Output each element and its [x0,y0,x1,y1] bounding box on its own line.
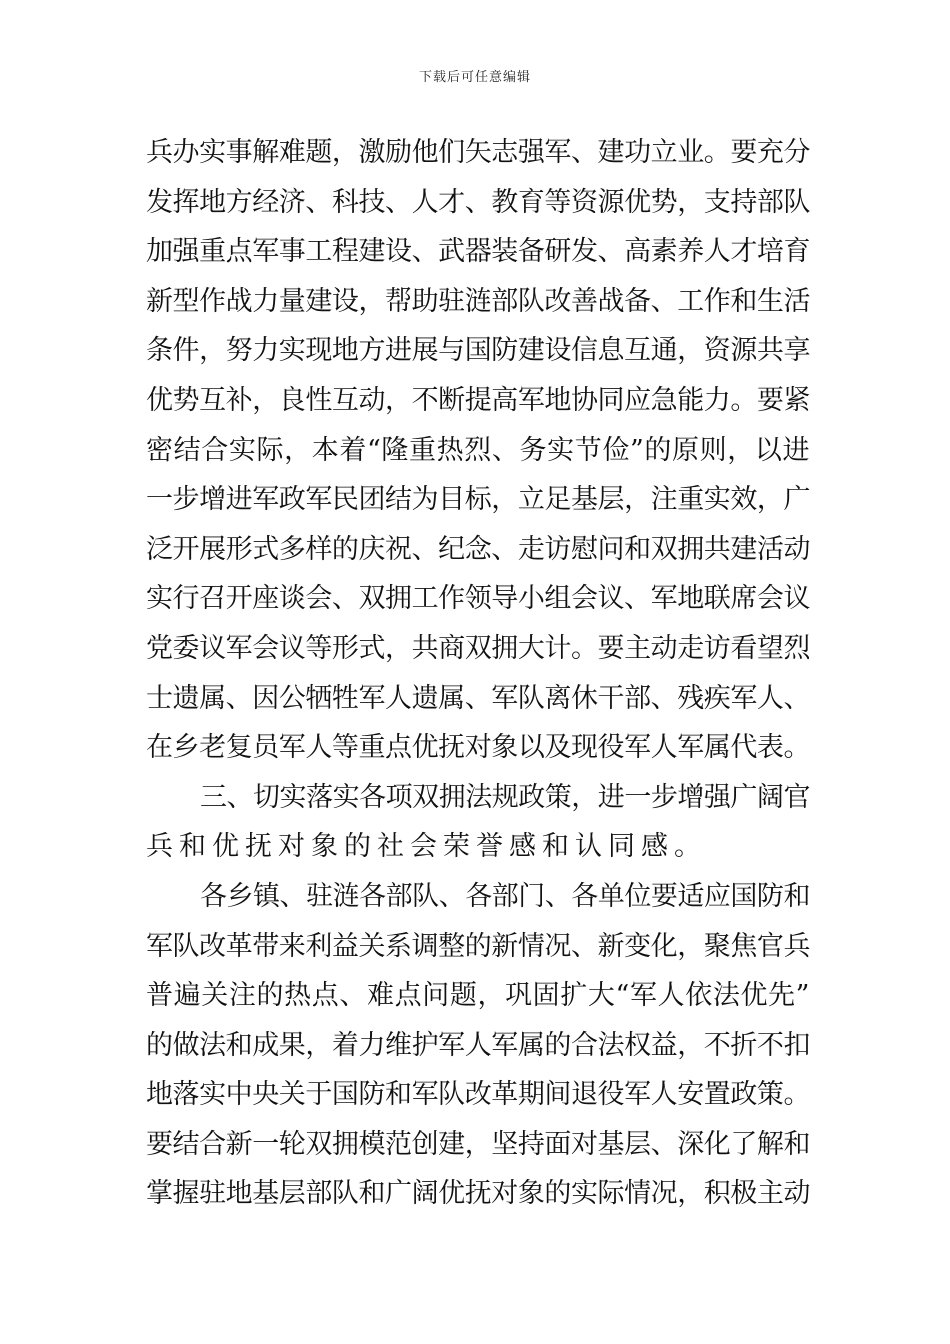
text-line: 各乡镇、驻涟各部队、各部门、各单位要适应国防和 [200,880,810,912]
text-line: 地落实中央关于国防和军队改革期间退役军人安置政策。 [146,1079,810,1111]
text-line: 一步增进军政军民团结为目标，立足基层，注重实效，广 [146,484,810,516]
text-line: 士遗属、因公牺牲军人遗属、军队离休干部、残疾军人、 [146,682,810,714]
text-line: 密结合实际，本着“隆重热烈、务实节俭”的原则，以进 [146,434,811,466]
text-line: 条件，努力实现地方进展与国防建设信息互通，资源共享 [146,335,810,367]
text-line: 优势互补，良性互动，不断提高军地协同应急能力。要紧 [146,384,810,416]
page-header: 下载后可任意编辑 [418,70,531,85]
text-line: 发挥地方经济、科技、人才、教育等资源优势，支持部队 [146,186,810,218]
text-line: 三、切实落实各项双拥法规政策，进一步增强广阔官 [200,781,810,813]
text-line: 的做法和成果，着力维护军人军属的合法权益，不折不扣 [146,1029,810,1061]
body-text [146,128,810,1219]
text-line: 党委议军会议等形式，共商双拥大计。要主动走访看望烈 [146,632,810,664]
text-line: 要结合新一轮双拥模范创建，坚持面对基层、深化了解和 [146,1128,810,1160]
text-line: 兵和优抚对象的社会荣誉感和认同感。 [146,831,707,863]
text-line: 掌握驻地基层部队和广阔优抚对象的实际情况，积极主动 [146,1178,810,1210]
text-line: 加强重点军事工程建设、武器装备研发、高素养人才培育 [146,236,810,268]
text-line: 普遍关注的热点、难点问题，巩固扩大“军人依法优先” [146,980,811,1012]
text-line: 在乡老复员军人等重点优抚对象以及现役军人军属代表。 [146,732,810,764]
text-line: 军队改革带来利益关系调整的新情况、新变化，聚焦官兵 [146,930,810,962]
text-line: 泛开展形式多样的庆祝、纪念、走访慰问和双拥共建活动 [146,533,810,565]
text-line: 兵办实事解难题，激励他们矢志强军、建功立业。要充分 [146,137,810,168]
text-line: 新型作战力量建设，帮助驻涟部队改善战备、工作和生活 [146,285,810,317]
text-line: 实行召开座谈会、双拥工作领导小组会议、军地联席会议 [146,583,810,615]
